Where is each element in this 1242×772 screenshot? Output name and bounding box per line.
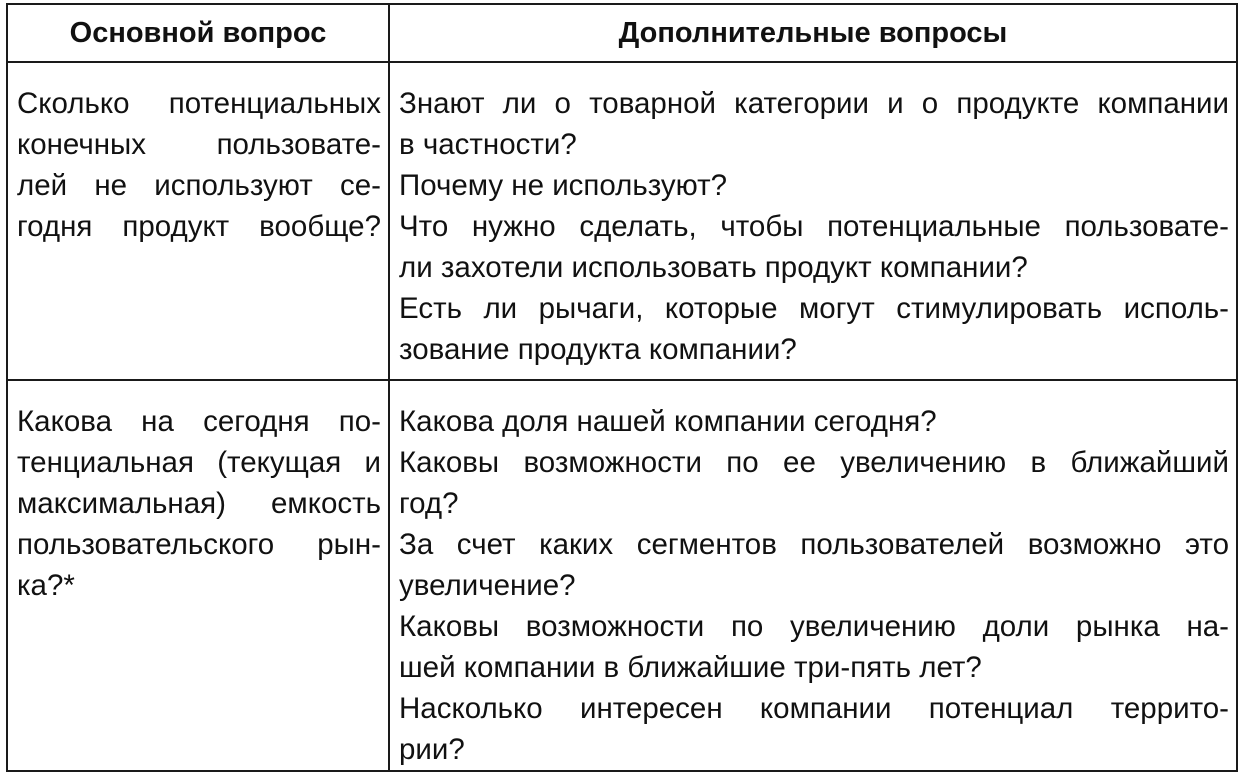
- table-row: [7, 62, 1237, 380]
- table-row: [7, 380, 1237, 771]
- additional-questions-list: [399, 83, 1229, 370]
- additional-question-line: Каковы возможности по увеличению доли рынка на-: [399, 610, 1229, 643]
- additional-question-line: год?: [399, 487, 459, 520]
- additional-question: [399, 401, 1229, 442]
- main-question-text: [17, 83, 381, 247]
- main-question-line: Какова на сегодня по-: [17, 405, 381, 438]
- main-question-line: Сколько потенциальных: [17, 87, 381, 120]
- main-question-line: максимальная) емкость: [17, 487, 381, 520]
- additional-question: [399, 165, 1229, 206]
- additional-question-line: в частности?: [399, 128, 577, 161]
- additional-question-line: рии?: [399, 733, 465, 766]
- additional-question-line: Знают ли о товарной категории и о продукте компании: [399, 87, 1229, 120]
- additional-question: [399, 524, 1229, 606]
- additional-questions-list: [399, 401, 1229, 770]
- additional-question: [399, 288, 1229, 370]
- additional-question: [399, 206, 1229, 288]
- main-question-cell: [7, 62, 389, 380]
- main-question-line: тенциальная (текущая и: [17, 446, 381, 479]
- additional-question: [399, 83, 1229, 165]
- main-question-cell: [7, 380, 389, 771]
- additional-question: [399, 688, 1229, 770]
- header-row: [7, 4, 1237, 62]
- additional-question-line: Что нужно сделать, чтобы потенциальные пользовате-: [399, 210, 1229, 243]
- header-main-question: Основной вопрос: [7, 4, 389, 62]
- additional-questions-cell: [389, 62, 1237, 380]
- additional-question-line: Какова доля нашей компании сегодня?: [399, 405, 937, 438]
- additional-question: [399, 606, 1229, 688]
- additional-question-line: шей компании в ближайшие три-пять лет?: [399, 651, 982, 684]
- additional-question-line: ли захотели использовать продукт компании?: [399, 251, 1028, 284]
- additional-question-line: Насколько интересен компании потенциал террито-: [399, 692, 1229, 725]
- main-question-line: лей не используют се-: [17, 169, 381, 202]
- questions-table: [6, 3, 1238, 772]
- additional-question-line: Есть ли рычаги, которые могут стимулировать исполь-: [399, 292, 1229, 325]
- additional-question-line: За счет каких сегментов пользователей возможно это: [399, 528, 1229, 561]
- additional-questions-cell: [389, 380, 1237, 771]
- additional-question-line: Почему не используют?: [399, 169, 728, 202]
- main-question-line: пользовательского рын-: [17, 528, 381, 561]
- additional-question-line: Каковы возможности по ее увеличению в ближайший: [399, 446, 1229, 479]
- additional-question-line: увеличение?: [399, 569, 576, 602]
- main-question-text: [17, 401, 381, 606]
- header-additional-questions: Дополнительные вопросы: [389, 4, 1237, 62]
- main-question-line: ка?*: [17, 569, 75, 602]
- additional-question-line: зование продукта компании?: [399, 333, 797, 366]
- main-question-line: годня продукт вообще?: [17, 210, 381, 243]
- additional-question: [399, 442, 1229, 524]
- main-question-line: конечных пользовате-: [17, 128, 381, 161]
